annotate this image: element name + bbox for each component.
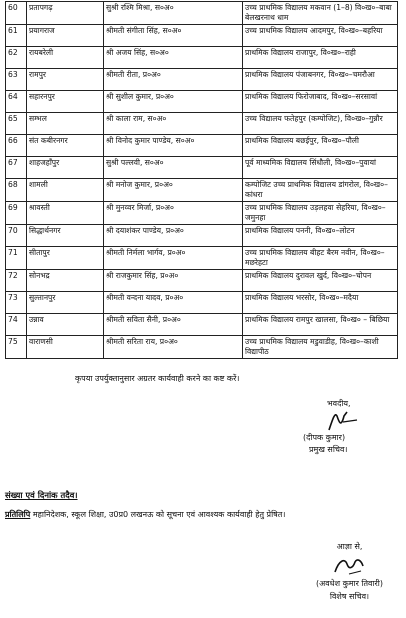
copy-label: प्रतिलिपि bbox=[5, 510, 31, 519]
district-cell: सोनभद्र bbox=[27, 270, 104, 292]
closing-request: कृपया उपर्युक्तानुसार अग्रतर कार्यवाही करने का कष्ट करें। bbox=[75, 374, 240, 383]
row-number: 61 bbox=[6, 25, 27, 47]
officer-cell: श्रीमती रीता, प्र०अ० bbox=[104, 69, 243, 91]
school-cell: प्राथमिक विद्यालय बछईपुर, वि०ख०–पौली bbox=[243, 135, 398, 157]
district-cell: सहारनपुर bbox=[27, 91, 104, 113]
district-cell: श्रावस्ती bbox=[27, 202, 104, 225]
row-number: 73 bbox=[6, 292, 27, 314]
row-number: 65 bbox=[6, 113, 27, 135]
table-row bbox=[6, 314, 398, 336]
table-body bbox=[6, 2, 398, 359]
school-cell: प्राथमिक विद्यालय फिरोजाबाद, वि०ख०–सरसावां bbox=[243, 91, 398, 113]
officer-cell: श्री काला राम, स०अ० bbox=[104, 113, 243, 135]
copy-to-paragraph bbox=[5, 508, 398, 522]
district-cell: सीतापुर bbox=[27, 247, 104, 270]
district-cell: वाराणसी bbox=[27, 336, 104, 359]
row-number: 64 bbox=[6, 91, 27, 113]
school-cell: उच्च प्राथमिक विद्यालय आदमपुर, वि०ख०–बहरिया bbox=[243, 25, 398, 47]
district-cell: सुल्तानपुर bbox=[27, 292, 104, 314]
table-row bbox=[6, 336, 398, 359]
table-row bbox=[6, 135, 398, 157]
school-cell: उच्च प्राथमिक विद्यालय बीहट बैरम नवीन, वि०ख०–मछरेहटा bbox=[243, 247, 398, 270]
school-cell: प्राथमिक विद्यालय पंजाबनगर, वि०ख०–चमरौआ bbox=[243, 69, 398, 91]
row-number: 72 bbox=[6, 270, 27, 292]
district-cell: शाहजहाँपुर bbox=[27, 157, 104, 179]
school-cell: उच्च प्राथमिक विद्यालय उड़लहवा सेहरिया, वि०ख०–जमुनहा bbox=[243, 202, 398, 225]
school-cell: कम्पोजिट उच्च प्राथमिक विद्यालय डांगरोल, वि०ख०–कांधरा bbox=[243, 179, 398, 202]
row-number: 62 bbox=[6, 47, 27, 69]
transfer-table bbox=[5, 1, 398, 359]
signatory-designation-1: प्रमुख सचिव। bbox=[309, 445, 348, 454]
table-row bbox=[6, 25, 398, 47]
table-row bbox=[6, 2, 398, 25]
officer-cell: श्रीमती वन्दना यादव, प्र०अ० bbox=[104, 292, 243, 314]
row-number: 63 bbox=[6, 69, 27, 91]
row-number: 66 bbox=[6, 135, 27, 157]
officer-cell: श्रीमती संगीता सिंह, स०अ० bbox=[104, 25, 243, 47]
signatory-designation-2: विशेष सचिव। bbox=[329, 592, 370, 601]
district-cell: संत कबीरनगर bbox=[27, 135, 104, 157]
table-row bbox=[6, 47, 398, 69]
school-cell: प्राथमिक विद्यालय रामपुर खालसा, वि०ख० – बिछिया bbox=[243, 314, 398, 336]
copy-text: महानिदेशक, स्कूल शिक्षा, उ0प्र0 लखनऊ को सूचना एवं आवश्यक कार्यवाही हेतु प्रेषित। bbox=[30, 510, 286, 519]
signatory-name-2: (अवधेश कुमार तिवारी) bbox=[315, 579, 383, 588]
reference-line: संख्या एवं दिनांक तदैव। bbox=[5, 490, 78, 500]
school-cell: प्राथमिक विद्यालय दुरावल खुर्द, वि०ख०–चोपन bbox=[243, 270, 398, 292]
school-cell: प्राथमिक विद्यालय पननी, वि०ख०–लोटन bbox=[243, 225, 398, 247]
school-cell: प्राथमिक विद्यालय भरसोर, वि०ख०–मदैया bbox=[243, 292, 398, 314]
officer-cell: श्री दयाशंकर पाण्डेय, प्र०अ० bbox=[104, 225, 243, 247]
officer-cell: श्री राजकुमार सिंह, प्र०अ० bbox=[104, 270, 243, 292]
district-cell: प्रतापगढ़ bbox=[27, 2, 104, 25]
table-row bbox=[6, 247, 398, 270]
table-row bbox=[6, 113, 398, 135]
table-row bbox=[6, 225, 398, 247]
officer-cell: श्री मनोज कुमार, प्र०अ० bbox=[104, 179, 243, 202]
signature-block-1 bbox=[297, 398, 397, 456]
officer-cell: श्रीमती निर्मला भार्गव, प्र०अ० bbox=[104, 247, 243, 270]
school-cell: प्राथमिक विद्यालय राजापुर, वि०ख०–राही bbox=[243, 47, 398, 69]
school-cell: उच्च प्राथमिक विद्यालय मकवान (1–8) वि०ख०–बाबा बेलखरनाथ धाम bbox=[243, 2, 398, 25]
row-number: 71 bbox=[6, 247, 27, 270]
table-row bbox=[6, 270, 398, 292]
school-cell: उच्च विद्यालय फतेहपुर (कम्पोजिट), वि०ख०–गुन्नौर bbox=[243, 113, 398, 135]
signature-2 bbox=[297, 554, 402, 578]
district-cell: शामली bbox=[27, 179, 104, 202]
salutation-2: आज्ञा से, bbox=[336, 542, 363, 551]
officer-cell: सुश्री रश्मि मिश्रा, स०अ० bbox=[104, 2, 243, 25]
table-row bbox=[6, 202, 398, 225]
row-number: 67 bbox=[6, 157, 27, 179]
district-cell: रामपुर bbox=[27, 69, 104, 91]
school-cell: उच्च प्राथमिक विद्यालय मडुवाडीह, वि०ख०–काशी विद्यापीठ bbox=[243, 336, 398, 359]
table-row bbox=[6, 69, 398, 91]
school-cell: पूर्व माध्यमिक विद्यालय सिंधौली, वि०ख०–पुवायां bbox=[243, 157, 398, 179]
district-cell: रायबरेली bbox=[27, 47, 104, 69]
signatory-name-1: (दीपक कुमार) bbox=[303, 433, 346, 442]
officer-cell: श्री सुशील कुमार, प्र०अ० bbox=[104, 91, 243, 113]
signature-1 bbox=[297, 410, 397, 432]
officer-cell: श्री विनोद कुमार पाण्डेय, स०अ० bbox=[104, 135, 243, 157]
officer-cell: श्रीमती सविता सैनी, प्र०अ० bbox=[104, 314, 243, 336]
officer-cell: श्रीमती सरिता राय, प्र०अ० bbox=[104, 336, 243, 359]
row-number: 74 bbox=[6, 314, 27, 336]
district-cell: उन्नाव bbox=[27, 314, 104, 336]
salutation-1: भवदीय, bbox=[327, 399, 351, 408]
district-cell: सम्भल bbox=[27, 113, 104, 135]
officer-cell: श्री अजय सिंह, स०अ० bbox=[104, 47, 243, 69]
row-number: 75 bbox=[6, 336, 27, 359]
table-row bbox=[6, 91, 398, 113]
officer-cell: श्री मुनव्वर मिर्जा, प्र०अ० bbox=[104, 202, 243, 225]
table-row bbox=[6, 157, 398, 179]
table-row bbox=[6, 179, 398, 202]
row-number: 69 bbox=[6, 202, 27, 225]
officer-cell: सुश्री पल्लवी, स०अ० bbox=[104, 157, 243, 179]
row-number: 68 bbox=[6, 179, 27, 202]
table-row bbox=[6, 292, 398, 314]
district-cell: प्रयागराज bbox=[27, 25, 104, 47]
signature-block-2 bbox=[297, 541, 402, 604]
row-number: 70 bbox=[6, 225, 27, 247]
row-number: 60 bbox=[6, 2, 27, 25]
district-cell: सिद्धार्थनगर bbox=[27, 225, 104, 247]
